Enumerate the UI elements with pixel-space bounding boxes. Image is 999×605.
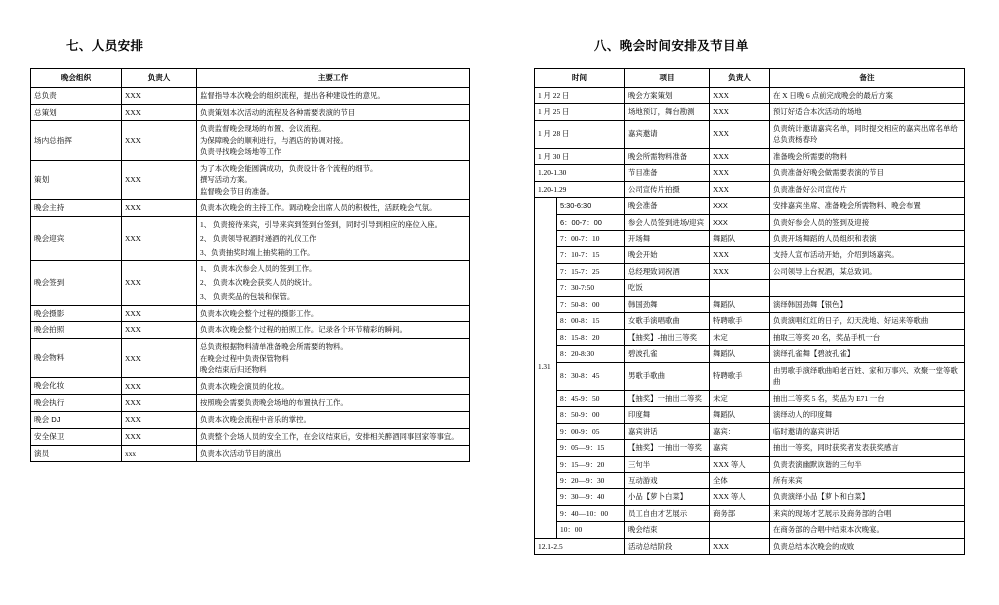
table-row: [31, 261, 470, 305]
cell-time: 8：20-8:30: [557, 346, 625, 362]
cell-person: XXX: [122, 339, 197, 378]
cell-item: 总经理致词祝酒: [625, 263, 710, 279]
col-header-item: 项目: [625, 69, 710, 88]
cell-person: XXX 等人: [710, 456, 770, 472]
cell-organization: 晚会拍照: [31, 322, 122, 339]
cell-item: 【抽奖】-抽出三等奖: [625, 329, 710, 345]
table-row: [31, 412, 470, 429]
cell-time: 6：00-7：00: [557, 214, 625, 230]
cell-main-work: [197, 261, 470, 305]
cell-item: 韩国劲舞: [625, 296, 710, 312]
cell-item: 参会人员签到进场/迎宾: [625, 214, 710, 230]
cell-time: 7：50-8：00: [557, 296, 625, 312]
table-row: [535, 247, 965, 263]
cell-person: [710, 522, 770, 538]
table-row: [535, 230, 965, 246]
table-row: [535, 120, 965, 148]
left-table-wrapper: [30, 68, 470, 462]
cell-item: 场地预订，舞台勘测: [625, 104, 710, 120]
table-row: [535, 423, 965, 439]
cell-organization: 晚会迎宾: [31, 216, 122, 260]
cell-organization: 演员: [31, 445, 122, 462]
cell-person: XXX: [122, 160, 197, 199]
cell-time: 9：20—9：30: [557, 473, 625, 489]
cell-time: 1 月 25 日: [535, 104, 625, 120]
cell-time: 5:30-6:30: [557, 198, 625, 214]
cell-item: 嘉宾邀请: [625, 120, 710, 148]
cell-person: [710, 280, 770, 296]
cell-item: 碧波孔雀: [625, 346, 710, 362]
cell-main-work: [197, 339, 470, 378]
cell-time: 8：00-8：15: [557, 313, 625, 329]
work-item: 2、 负责领导祝酒时递酒的礼仪工作: [200, 233, 317, 243]
work-item: 2、 负责本次晚会获奖人员的统计。: [200, 278, 317, 288]
table-row: [535, 346, 965, 362]
cell-main-work: [197, 121, 470, 160]
cell-person: XXX: [710, 148, 770, 164]
cell-item: 晚会所需物料准备: [625, 148, 710, 164]
work-line: 负责本次晚会的主持工作。调动晚会出席人员的积极性，活跃晚会气氛。: [200, 203, 437, 213]
cell-time: 7：00-7：10: [557, 230, 625, 246]
table-row: [31, 339, 470, 378]
personnel-assignment-table: [30, 68, 470, 462]
cell-main-work: [197, 412, 470, 429]
table-header-row: [535, 69, 965, 88]
table-row: [31, 445, 470, 462]
work-item: 3、 负责奖品的包装和保管。: [200, 292, 295, 302]
table-row: [535, 165, 965, 181]
cell-main-work: [197, 305, 470, 322]
cell-main-work: [197, 378, 470, 395]
work-line: 为保障晚会的顺利进行，与酒店的协调对接。: [200, 135, 348, 145]
work-line: 晚会结束后归还物料: [200, 365, 267, 374]
cell-person: XXX: [122, 216, 197, 260]
cell-note: 负责好参会人员的签到及迎接: [770, 214, 965, 230]
table-row: [535, 296, 965, 312]
cell-organization: 策划: [31, 160, 122, 199]
cell-note: 在 X 日晚 6 点前完成晚会的最后方案: [770, 87, 965, 103]
cell-person: 舞蹈队: [710, 230, 770, 246]
cell-note: 负责统计邀请嘉宾名单，同时提交相应的嘉宾出席名单给总负责杨春玲: [770, 120, 965, 148]
cell-person: XXX: [710, 181, 770, 197]
cell-person: 全体: [710, 473, 770, 489]
cell-time: 8：50-9：00: [557, 407, 625, 423]
work-item: 1、 负责接待来宾，引导来宾到签到台签到，同时引导到相应的座位入座。: [200, 219, 443, 229]
cell-note: 在商务部的合唱中结束本次晚宴。: [770, 522, 965, 538]
work-line: 为了本次晚会能圆满成功，负责设计各个流程的细节。: [200, 163, 378, 173]
cell-organization: 晚会物料: [31, 339, 122, 378]
cell-note: 来宾的现场才艺展示及商务部的合唱: [770, 505, 965, 521]
cell-item: 晚会开始: [625, 247, 710, 263]
table-row: [535, 104, 965, 120]
right-table-wrapper: [534, 68, 965, 555]
cell-person: XXX: [710, 198, 770, 214]
work-line: 撰写活动方案。: [200, 175, 252, 185]
work-line: 负责本次晚会整个过程的拍照工作。记录各个环节精彩的瞬间。: [200, 325, 407, 335]
table-row: [535, 148, 965, 164]
work-line: 负责整个会场人员的安全工作，在会议结束后，安排相关醉酒同事回家等事宜。: [200, 431, 459, 441]
cell-note: 所有来宾: [770, 473, 965, 489]
cell-time: 8：30-8：45: [557, 362, 625, 390]
cell-time: 7：30-7:50: [557, 280, 625, 296]
cell-person: 商务部: [710, 505, 770, 521]
cell-organization: 晚会执行: [31, 395, 122, 412]
cell-person: XXX: [710, 538, 770, 554]
cell-person: 舞蹈队: [710, 346, 770, 362]
cell-person: XXX: [122, 261, 197, 305]
cell-note: 演绎动人的印度舞: [770, 407, 965, 423]
cell-main-work: [197, 445, 470, 462]
cell-person: XXX: [122, 104, 197, 121]
col-header-note: 备注: [770, 69, 965, 88]
cell-time: 1 月 30 日: [535, 148, 625, 164]
cell-item: 男歌手歌曲: [625, 362, 710, 390]
cell-person: xxx: [122, 445, 197, 462]
cell-time: 8：45-9：50: [557, 390, 625, 406]
cell-time: 8：15-8：20: [557, 329, 625, 345]
cell-item: 开场舞: [625, 230, 710, 246]
cell-time: 7：15-7：25: [557, 263, 625, 279]
table-row: [535, 473, 965, 489]
right-section-title: 八、晚会时间安排及节目单: [594, 39, 749, 53]
work-line: 总负责根据物料清单准备晚会所需要的物料。: [200, 342, 348, 352]
table-row: [535, 198, 965, 214]
cell-item: 小品【萝卜白菜】: [625, 489, 710, 505]
cell-note: 负责演绎小品【萝卜和白菜】: [770, 489, 965, 505]
cell-organization: 安全保卫: [31, 428, 122, 445]
cell-person: XXX: [710, 120, 770, 148]
col-header-time: 时间: [535, 69, 625, 88]
cell-item: 女歌手演唱歌曲: [625, 313, 710, 329]
cell-main-work: [197, 87, 470, 104]
col-header-person: 负责人: [710, 69, 770, 88]
schedule-table-body: [535, 87, 965, 555]
cell-person: 特聘歌手: [710, 313, 770, 329]
table-header-row: [31, 69, 470, 88]
cell-main-work: [197, 104, 470, 121]
cell-person: XXX: [122, 378, 197, 395]
cell-organization: 晚会主持: [31, 200, 122, 217]
schedule-program-table: [534, 68, 965, 555]
cell-item: 互动游戏: [625, 473, 710, 489]
cell-main-work: [197, 428, 470, 445]
cell-time: 9：00-9：05: [557, 423, 625, 439]
cell-person: XXX: [710, 165, 770, 181]
cell-note: [770, 280, 965, 296]
cell-item: 嘉宾讲话: [625, 423, 710, 439]
cell-time: 12.1-2.5: [535, 538, 625, 554]
table-row: [535, 214, 965, 230]
cell-note: 负责准备好晚会做需要表演的节目: [770, 165, 965, 181]
cell-organization: 总策划: [31, 104, 122, 121]
cell-main-work: [197, 200, 470, 217]
work-item: 1、 负责本次参会人员的签到工作。: [200, 264, 317, 274]
work-line: 负责寻找晚会场地等工作: [200, 147, 282, 157]
cell-note: 抽取三等奖 20 名，奖品手机一台: [770, 329, 965, 345]
cell-person: 未定: [710, 329, 770, 345]
cell-person: XXX: [122, 305, 197, 322]
cell-note: 准备晚会所需要的物料: [770, 148, 965, 164]
cell-item: 公司宣传片拍摄: [625, 181, 710, 197]
work-line: 负责本次活动节目的演出: [200, 448, 282, 458]
col-header-org: 晚会组织: [31, 69, 122, 88]
cell-note: 安排嘉宾坐席、准备晚会所需物料、晚会布置: [770, 198, 965, 214]
cell-note: 抽出二等奖 5 名，奖品为 E71 一台: [770, 390, 965, 406]
cell-note: 公司领导上台祝酒，某总致词。: [770, 263, 965, 279]
table-row: [535, 522, 965, 538]
table-row: [535, 407, 965, 423]
table-row: [535, 440, 965, 456]
cell-organization: 晚会签到: [31, 261, 122, 305]
table-row: [535, 362, 965, 390]
cell-item: 【抽奖】一抽出一等奖: [625, 440, 710, 456]
cell-note: 负责演唱红红的日子，幻天洗地、好运来等歌曲: [770, 313, 965, 329]
cell-item: 晚会准备: [625, 198, 710, 214]
cell-organization: 晚会化妆: [31, 378, 122, 395]
cell-note: 演绎孔雀舞【碧波孔雀】: [770, 346, 965, 362]
cell-time: 7：10-7：15: [557, 247, 625, 263]
cell-time: 1 月 22 日: [535, 87, 625, 103]
cell-note: 临时邀请的嘉宾讲话: [770, 423, 965, 439]
cell-person: XXX: [122, 395, 197, 412]
cell-note: 负责开场舞蹈的人员组织和表演: [770, 230, 965, 246]
personnel-table-body: [31, 87, 470, 462]
work-line: 按照晚会需要负责晚会场地的布置执行工作。: [200, 398, 348, 408]
cell-person: XXX 等人: [710, 489, 770, 505]
cell-note: 由男歌手演绎歌曲咱老百姓、家和万事兴、欢聚一堂等歌曲: [770, 362, 965, 390]
cell-time: 1.20-1.30: [535, 165, 625, 181]
cell-person: 舞蹈队: [710, 407, 770, 423]
cell-note: 负责准备好公司宣传片: [770, 181, 965, 197]
table-row: [31, 322, 470, 339]
cell-main-work: [197, 160, 470, 199]
table-row: [535, 489, 965, 505]
table-row: [535, 280, 965, 296]
cell-person: XXX: [710, 104, 770, 120]
cell-time: 1 月 28 日: [535, 120, 625, 148]
cell-main-work: [197, 322, 470, 339]
cell-item: 活动总结阶段: [625, 538, 710, 554]
cell-person: 未定: [710, 390, 770, 406]
cell-note: 演绎韩国劲舞【银色】: [770, 296, 965, 312]
cell-organization: 总负责: [31, 87, 122, 104]
table-row: [535, 329, 965, 345]
cell-organization: 场内总指挥: [31, 121, 122, 160]
cell-note: 支持人宣布活动开始，介绍到场嘉宾。: [770, 247, 965, 263]
cell-person: XXX: [122, 322, 197, 339]
cell-item: 晚会方案策划: [625, 87, 710, 103]
cell-time: 9：30—9：40: [557, 489, 625, 505]
cell-organization: 晚会摄影: [31, 305, 122, 322]
cell-time: 1.20-1.29: [535, 181, 625, 197]
work-line: 监督指导本次晚会的组织流程，提出各种建设性的意见。: [200, 90, 385, 100]
cell-item: 【抽奖】一抽出二等奖: [625, 390, 710, 406]
table-row: [535, 390, 965, 406]
table-row: [535, 538, 965, 554]
cell-person: XXX: [710, 247, 770, 263]
table-row: [31, 160, 470, 199]
cell-person: XXX: [710, 87, 770, 103]
cell-item: 印度舞: [625, 407, 710, 423]
cell-person: XXX: [122, 87, 197, 104]
cell-main-work: [197, 395, 470, 412]
table-row: [535, 263, 965, 279]
col-header-work: 主要工作: [197, 69, 470, 88]
cell-note: 抽出一等奖，同时获奖者发表获奖感言: [770, 440, 965, 456]
cell-person: 嘉宾：: [710, 423, 770, 439]
cell-time: 9：05—9：15: [557, 440, 625, 456]
table-row: [31, 395, 470, 412]
left-section-title: 七、人员安排: [66, 39, 144, 53]
table-row: [31, 87, 470, 104]
cell-item: 吃饭: [625, 280, 710, 296]
cell-person: XXX: [122, 428, 197, 445]
cell-person: 嘉宾: [710, 440, 770, 456]
cell-person: XXX: [710, 214, 770, 230]
table-row: [535, 505, 965, 521]
table-row: [31, 121, 470, 160]
cell-item: 员工自由才艺展示: [625, 505, 710, 521]
table-row: [31, 104, 470, 121]
cell-item: 三句半: [625, 456, 710, 472]
cell-person: XXX: [122, 200, 197, 217]
cell-note: 负责总结本次晚会的成败: [770, 538, 965, 554]
cell-person: 舞蹈队: [710, 296, 770, 312]
work-item: 3、负责抽奖时端上抽奖箱的工作。: [200, 248, 315, 258]
cell-person: XXX: [710, 263, 770, 279]
work-line: 负责策划本次活动的流程及各种需要表演的节目: [200, 107, 356, 117]
cell-time: 9：15—9：20: [557, 456, 625, 472]
cell-date-group-label: 1.31: [535, 198, 557, 539]
cell-item: 晚会结束: [625, 522, 710, 538]
work-line: 负责本次晚会流程中音乐的掌控。: [200, 415, 311, 425]
table-row: [535, 181, 965, 197]
work-line: 监督晚会节目的准备。: [200, 186, 274, 196]
table-row: [31, 200, 470, 217]
work-line: 在晚会过程中负责保管物料: [200, 353, 289, 363]
table-row: [31, 378, 470, 395]
cell-person: 特聘歌手: [710, 362, 770, 390]
cell-main-work: [197, 216, 470, 260]
table-row: [535, 456, 965, 472]
work-line: 负责监督晚会现场的布置、会议流程。: [200, 124, 326, 134]
cell-organization: 晚会 DJ: [31, 412, 122, 429]
table-row: [31, 428, 470, 445]
cell-time: 9：40—10：00: [557, 505, 625, 521]
cell-item: 节目准备: [625, 165, 710, 181]
work-line: 负责本次晚会整个过程的摄影工作。: [200, 308, 319, 318]
cell-time: 10：00: [557, 522, 625, 538]
cell-note: 预订好适合本次活动的场地: [770, 104, 965, 120]
table-row: [535, 87, 965, 103]
col-header-person: 负责人: [122, 69, 197, 88]
table-row: [31, 216, 470, 260]
table-row: [535, 313, 965, 329]
cell-person: XXX: [122, 412, 197, 429]
page-right: [500, 0, 999, 605]
table-row: [31, 305, 470, 322]
cell-note: 负责表演幽默诙谐的三句半: [770, 456, 965, 472]
cell-person: XXX: [122, 121, 197, 160]
work-line: 负责本次晚会演员的化妆。: [200, 381, 289, 391]
